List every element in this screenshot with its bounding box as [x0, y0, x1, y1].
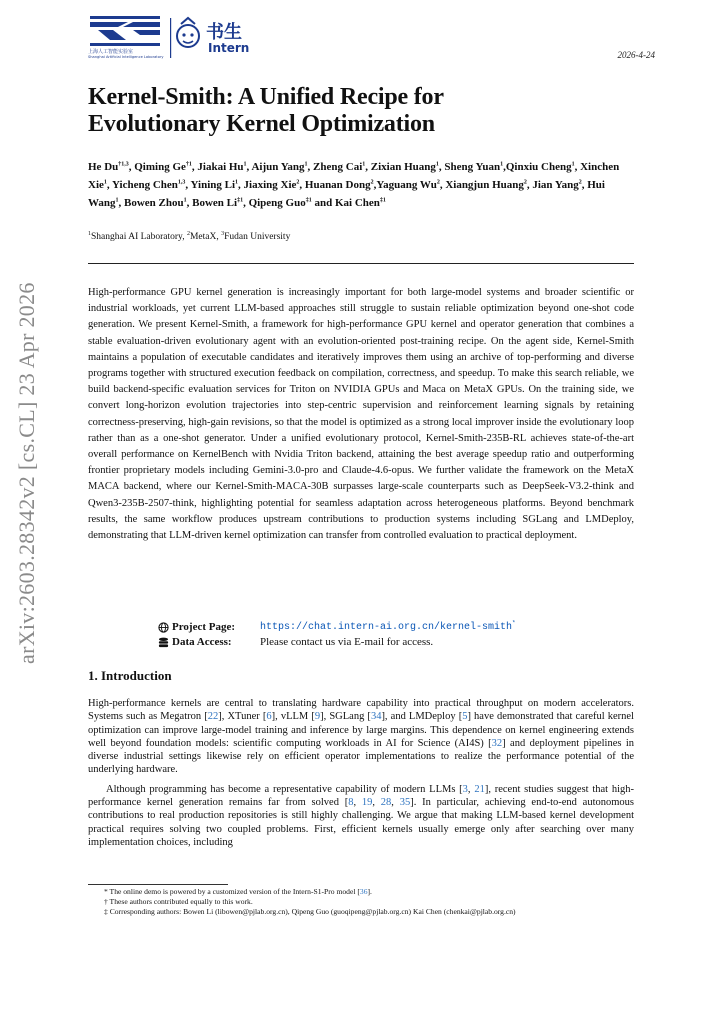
author-affiliation-mark: †1,3	[118, 161, 129, 168]
author-affiliation-mark: 2	[370, 179, 374, 186]
author-affiliation-mark: 1	[304, 161, 308, 168]
project-url-text[interactable]: https://chat.intern-ai.org.cn/kernel-smith	[260, 622, 513, 633]
citation-link[interactable]: 6	[266, 711, 272, 723]
author-name: Yaguang Wu	[376, 179, 437, 191]
citation-link[interactable]: 3	[462, 783, 468, 795]
author-name: Kai Chen	[334, 197, 380, 209]
intro-paragraph-1: High-performance kernels are central to translating hardware capability into practical throughput on modern accelerators. Systems such as Megatron [22], XTuner [6], vLLM [9], SGLang [34], and LMDeploy [5] have demonstrated that careful kernel optimization can improve large-model training and inference by large margins. This dependence on kernel engineering extends well beyond foundation models: scientific computing workloads in AI for Science (AI4S) [32] and deployment pipelines in diverse industrial settings likewise rely on efficient operator implementations to realize the performance potential of the underlying hardware.	[88, 698, 634, 776]
introduction-body	[88, 697, 634, 855]
footnote: * The online demo is powered by a customized version of the Intern-S1-Pro model [36].	[104, 887, 372, 896]
abstract: High-performance GPU kernel generation is increasingly important for both large-model systems and broader scientific or industrial workloads, yet current LLM-based approaches still struggle to sustain reliable optimization beyond one-shot code generation. We present Kernel-Smith, a framework for high-performance GPU kernel and operator generation that combines a stable evaluation-driven evolutionary agent with an evolution-oriented post-training recipe. On the agent side, Kernel-Smith maintains a population of executable candidates and iteratively improves them using an archive of top-performing and diverse programs together with structured execution feedback on compilation, correctness, and speedup. To make this search reliable, we build backend-specific evaluation services for Triton on NVIDIA GPUs and Maca on MetaX GPUs. On the training side, we convert long-horizon evolution trajectories into step-centric supervision and reinforcement learning signals by retaining correctness-preserving, high-gain revisions, so that the model is optimized as a strong local improver inside the evolutionary loop rather than as a one-shot generator. Under a unified evolutionary protocol, Kernel-Smith-235B-RL achieves state-of-the-art overall performance on KernelBench with Nvidia Triton backend, attaining the best average speedup ratio and outperforming frontier proprietary models including Gemini-3.0-pro and Claude-4.6-opus. We further validate the framework on the MetaX MACA backend, where our Kernel-Smith-MACA-30B surpasses large-scale counterparts such as DeepSeek-V3.2-think and Qwen3-235B-2507-think, highlighting potential for seamless adaptation across heterogeneous platforms. Beyond benchmark results, the same workflow produces upstream contributions to production systems including SGLang and LMDeploy, demonstrating that LLM-driven kernel optimization can transfer from controlled evaluation to practical deployment.	[88, 287, 634, 542]
author-name: Jian Yang	[532, 179, 579, 191]
author-affiliation-mark: 1	[362, 161, 366, 168]
author-affiliation-mark: 1	[500, 161, 504, 168]
author-name: Yining Li	[190, 179, 236, 191]
brand-en: Intern	[208, 41, 250, 55]
author-name: Qinxiu Cheng	[505, 161, 572, 173]
project-page-row	[158, 620, 516, 635]
project-page-link[interactable]	[260, 620, 516, 635]
author-name: Sheng Yuan	[444, 161, 501, 173]
header-logos	[88, 14, 263, 62]
affiliations	[88, 232, 290, 242]
citation-link[interactable]: 28	[380, 797, 392, 809]
project-page-label: Project Page:	[172, 621, 236, 633]
affiliation-name: MetaX,	[189, 232, 222, 242]
author-name: Xinchen Xie	[88, 161, 620, 191]
author-name: Qiming Ge	[134, 161, 186, 173]
author-affiliation-mark: 2	[578, 179, 582, 186]
author-affiliation-mark: ‡1	[237, 197, 244, 204]
citation-link[interactable]: 35	[399, 797, 411, 809]
database-icon	[158, 637, 169, 648]
footnotes	[88, 887, 634, 917]
author-affiliation-mark: 1	[115, 197, 119, 204]
title-line-2: Evolutionary Kernel Optimization	[88, 111, 435, 137]
author-list: He Du$^{\dagger 1,3}$, Qiming Ge$^{\dagger 1}$, Jiakai Hu$^1$, Aijun Yang$^1$, Zheng Cai$^1$, Zixian Huang$^1$, Sheng Yuan$^1$,Qinxiu Cheng$^1$, Xinchen Xie$^1$, Yicheng Chen$^{1,3}$, Yining Li$^1$, Jiaxing Xie$^2$, Huanan Dong$^2$,Yaguang Wu$^2$, Xiangjun Huang$^2$, Jian Yang$^2$, Hui Wang$^1$, Bowen Zhou$^1$, Bowen Li$^{\ddagger 1}$, Qipeng Guo$^{\ddagger 1}$ and Kai Chen$^{\ddagger 1}$	[88, 161, 620, 209]
affiliation-name: Shanghai AI Laboratory,	[91, 232, 187, 242]
author-name: Zheng Cai	[313, 161, 363, 173]
author-name: Hui Wang	[88, 179, 605, 209]
author-name: He Du	[88, 161, 119, 173]
citation-link[interactable]: 36	[359, 887, 368, 896]
citation-link[interactable]: 9	[314, 711, 321, 723]
author-affiliation-mark: 2	[523, 179, 527, 186]
author-affiliation-mark: 1	[571, 161, 575, 168]
affiliation-mark: 2	[186, 230, 190, 237]
citation-link[interactable]: 22	[207, 711, 219, 723]
citation-link[interactable]: 19	[361, 797, 373, 809]
globe-icon	[158, 622, 169, 633]
title-line-1: Kernel-Smith: A Unified Recipe for	[88, 84, 444, 110]
author-name: Jiakai Hu	[197, 161, 244, 173]
author-affiliation-mark: 1	[235, 179, 239, 186]
author-affiliation-mark: ‡1	[305, 197, 312, 204]
section-title: 1. Introduction	[88, 668, 172, 683]
affiliation-mark: 3	[221, 230, 225, 237]
author-name: Qipeng Guo	[248, 197, 306, 209]
author-affiliation-mark: 1	[435, 161, 439, 168]
brand-cn: 书生	[206, 22, 242, 43]
author-affiliation-mark: 2	[296, 179, 300, 186]
author-affiliation-mark: 1,3	[177, 179, 186, 186]
citation-link[interactable]: 21	[474, 783, 485, 795]
links-block	[158, 620, 516, 650]
affiliation-name: Fudan University	[224, 232, 291, 242]
project-url-mark: *	[512, 619, 516, 627]
author-name: Aijun Yang	[251, 161, 305, 173]
author-name: Zixian Huang	[370, 161, 436, 173]
org-logo-en: Shanghai Artificial Intelligence Laboratory	[88, 55, 164, 59]
author-affiliation-mark: †1	[185, 161, 192, 168]
author-name: Yicheng Chen	[111, 179, 178, 191]
author-affiliation-mark: ‡1	[379, 197, 386, 204]
org-logo-cn: 上海人工智能实验室	[88, 49, 134, 55]
author-affiliation-mark: 1	[243, 161, 247, 168]
data-access-text: Please contact us via E-mail for access.	[260, 636, 434, 648]
citation-link[interactable]: 5	[462, 711, 468, 723]
footnote: † These authors contributed equally to this work.	[104, 897, 253, 906]
footnote-rule	[88, 884, 228, 885]
affiliation-mark: 1	[88, 230, 91, 237]
author-affiliation-mark: 1	[183, 197, 187, 204]
author-name: Jiaxing Xie	[243, 179, 297, 191]
citation-link[interactable]: 8	[348, 797, 354, 809]
citation-link[interactable]: 34	[370, 711, 382, 723]
paper-title	[88, 84, 648, 138]
author-name: Xiangjun Huang	[445, 179, 524, 191]
intern-mascot-icon	[177, 18, 199, 47]
data-access-label: Data Access:	[172, 636, 232, 648]
intro-paragraph-2: Although programming has become a representative capability of modern LLMs [3, 21], recent studies suggest that high-performance kernel generation remains far from solved [8, 19, 28, 35]. In particular, achieving end-to-end autonomous contributions to real production repositories is still highly challenging. We argue that making LLM-based kernel development practical requires solving two coupled problems. First, efficient kernels usually emerge only after searching over many implementation choices, including	[88, 783, 635, 848]
author-name: Huanan Dong	[304, 179, 371, 191]
footnote: ‡ Corresponding authors: Bowen Li (libowen@pjlab.org.cn), Qipeng Guo (guoqipeng@pjlab.org.cn) Kai Chen (chenkai@pjlab.org.cn)	[104, 907, 516, 916]
author-name: Bowen Li	[192, 197, 238, 209]
paper-date: 2026-4-24	[617, 50, 655, 60]
title-rule	[88, 263, 634, 264]
author-affiliation-mark: 2	[436, 179, 440, 186]
citation-link[interactable]: 32	[491, 737, 503, 749]
author-affiliation-mark: 1	[103, 179, 107, 186]
author-name: Bowen Zhou	[124, 197, 184, 209]
data-access-row	[158, 635, 516, 650]
arxiv-stamp-text: arXiv:2603.28342v2 [cs.CL] 23 Apr 2026	[14, 282, 39, 664]
